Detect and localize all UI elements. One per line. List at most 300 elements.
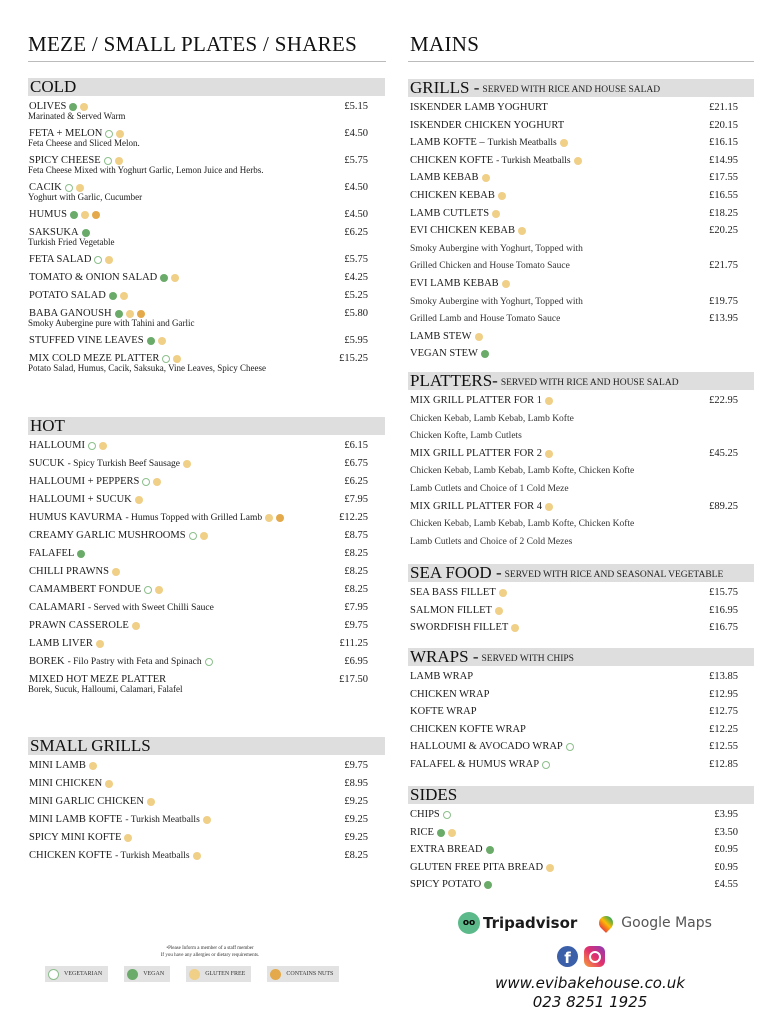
- menu-item: [408, 189, 754, 207]
- legend-label: GLUTEN FREE: [205, 971, 246, 977]
- item-name: SUCUK: [29, 458, 65, 469]
- item-description: Grilled Lamb and House Tomato Sauce: [410, 314, 561, 325]
- item-price: £20.15: [709, 119, 738, 131]
- allergy-note-line: If you have any allergies or dietary requirements.: [160, 953, 260, 958]
- menu-item: [28, 813, 385, 831]
- vegetarian-icon: [88, 442, 96, 450]
- gluten-free-icon: [116, 130, 124, 138]
- item-price: £13.95: [709, 313, 738, 325]
- vegan-icon: [481, 350, 489, 358]
- item-name: EVI CHICKEN KEBAB: [410, 225, 515, 237]
- item-description-line: [408, 259, 754, 277]
- item-price: £16.75: [709, 622, 738, 634]
- item-name: PRAWN CASSEROLE: [29, 620, 129, 631]
- gluten-free-icon: [132, 622, 140, 630]
- item-name: LAMB CUTLETS: [410, 207, 490, 219]
- menu-item: [28, 208, 385, 226]
- item-price: £18.25: [709, 207, 738, 219]
- menu-item-list: [408, 394, 754, 552]
- contains-nuts-icon: [137, 310, 145, 318]
- item-price: £12.55: [709, 741, 738, 753]
- item-description: Lamb Cutlets and Choice of 1 Cold Meze: [410, 483, 569, 494]
- gluten-free-icon: [89, 762, 97, 770]
- section-subtitle: SERVED WITH RICE AND HOUSE SALAD: [500, 378, 679, 388]
- menu-item: [28, 795, 385, 813]
- item-subtitle: - Turkish Meatballs: [496, 155, 571, 166]
- allergy-note-line: •Please Inform a member of a staff member: [166, 946, 254, 951]
- menu-item: [408, 688, 754, 706]
- menu-item: [408, 878, 754, 896]
- vegan-icon: [69, 103, 77, 111]
- item-name: FALAFEL: [29, 548, 75, 559]
- menu-item: [28, 547, 385, 565]
- menu-section-sides: [408, 786, 754, 896]
- item-description: Turkish Fried Vegetable: [28, 237, 115, 247]
- gluten-free-icon: [502, 280, 510, 288]
- item-price: £14.95: [709, 154, 738, 166]
- menu-item: [408, 843, 754, 861]
- item-price: £17.55: [709, 172, 738, 184]
- menu-item: [28, 226, 385, 253]
- item-price: £9.25: [344, 832, 368, 843]
- item-price: £19.75: [709, 295, 738, 307]
- menu-item-list: [408, 101, 754, 365]
- gluten-free-icon: [183, 460, 191, 468]
- item-name: MINI LAMB: [29, 760, 86, 771]
- item-price: £6.15: [344, 440, 368, 451]
- section-title: HOT: [30, 416, 65, 435]
- gluten-free-icon: [81, 211, 89, 219]
- gluten-free-icon: [265, 514, 273, 522]
- gluten-free-icon: [203, 816, 211, 824]
- item-description: Smoky Aubergine with Yoghurt, Topped with: [410, 296, 583, 307]
- menu-item: [28, 565, 385, 583]
- vegan-icon: [484, 881, 492, 889]
- item-description-line: [408, 535, 754, 553]
- gluten-free-icon: [173, 355, 181, 363]
- menu-section-sea-food: [408, 564, 754, 639]
- item-description: Smoky Aubergine with Yoghurt, Topped with: [410, 243, 583, 254]
- gluten-free-icon: [499, 589, 507, 597]
- item-name: RICE: [410, 826, 434, 838]
- item-price: £16.95: [709, 604, 738, 616]
- menu-item: [408, 101, 754, 119]
- item-name: SWORDFISH FILLET: [410, 622, 509, 634]
- section-subtitle: SERVED WITH RICE AND SEASONAL VEGETABLE: [504, 570, 724, 580]
- section-title: WRAPS -: [410, 647, 479, 666]
- facebook-icon[interactable]: f: [557, 946, 578, 967]
- vegan-icon: [77, 550, 85, 558]
- heading-rule: [408, 61, 754, 62]
- item-price: £6.25: [344, 476, 368, 487]
- vegetarian-icon: [162, 355, 170, 363]
- menu-item: [408, 670, 754, 688]
- item-price: £5.15: [344, 101, 368, 112]
- menu-section-platters: [408, 372, 754, 552]
- website-link[interactable]: www.evibakehouse.co.uk: [495, 974, 685, 992]
- contact-info: [440, 974, 740, 1012]
- item-name: SALMON FILLET: [410, 604, 492, 616]
- item-name: MINI GARLIC CHICKEN: [29, 796, 144, 807]
- menu-item: [408, 723, 754, 741]
- gluten-free-icon: [448, 829, 456, 837]
- item-name: SAKSUKA: [29, 227, 79, 238]
- section-header: [408, 372, 754, 390]
- item-description-line: [408, 482, 754, 500]
- item-name: MIX GRILL PLATTER FOR 1: [410, 395, 543, 406]
- item-name: CHILLI PRAWNS: [29, 566, 109, 577]
- menu-item: [28, 619, 385, 637]
- item-name: ISKENDER LAMB YOGHURT: [410, 102, 548, 113]
- item-price: £4.50: [344, 209, 368, 220]
- item-description-line: [408, 242, 754, 260]
- item-name: CREAMY GARLIC MUSHROOMS: [29, 530, 186, 541]
- item-price: £9.75: [344, 620, 368, 631]
- gluten-free-icon: [545, 397, 553, 405]
- item-name: MINI CHICKEN: [29, 778, 103, 789]
- item-name: STUFFED VINE LEAVES: [29, 335, 144, 346]
- item-name: EXTRA BREAD: [410, 844, 483, 856]
- item-name: MIXED HOT MEZE PLATTER: [29, 674, 167, 685]
- item-description: Chicken Kebab, Lamb Kebab, Lamb Kofte, Chicken Kofte: [410, 466, 635, 477]
- item-price: £8.75: [344, 530, 368, 541]
- menu-item: [28, 307, 385, 334]
- menu-item: [28, 601, 385, 619]
- item-price: £7.95: [344, 494, 368, 505]
- gluten-free-icon: [492, 210, 500, 218]
- menu-section-wraps: [408, 648, 754, 776]
- item-description: Chicken Kebab, Lamb Kebab, Lamb Kofte, Chicken Kofte: [410, 519, 635, 530]
- menu-item: [28, 127, 385, 154]
- item-name: SPICY POTATO: [410, 879, 482, 891]
- contains-nuts-icon: [92, 211, 100, 219]
- menu-section-cold: [28, 78, 385, 379]
- vegan-icon: [115, 310, 123, 318]
- item-price: £21.75: [709, 260, 738, 272]
- gluten-free-icon: [498, 192, 506, 200]
- item-name: LAMB WRAP: [410, 671, 474, 682]
- menu-item: [28, 100, 385, 127]
- legend-vegan: [124, 966, 170, 982]
- contains-nuts-icon: [276, 514, 284, 522]
- item-price: £15.75: [709, 587, 738, 598]
- menu-item: [28, 271, 385, 289]
- allergy-note: [140, 945, 280, 959]
- item-name: CHIPS: [410, 809, 440, 820]
- menu-item: [408, 136, 754, 154]
- menu-item: [408, 154, 754, 172]
- menu-item: [28, 673, 385, 700]
- item-name: HALLOUMI & AVOCADO WRAP: [410, 741, 563, 753]
- item-price: £0.95: [714, 861, 738, 873]
- gluten-free-icon: [200, 532, 208, 540]
- vegan-icon: [437, 829, 445, 837]
- item-subtitle: - Turkish Meatballs: [125, 815, 200, 825]
- map-pin-icon: [596, 913, 616, 933]
- menu-item: [28, 154, 385, 181]
- item-name: ISKENDER CHICKEN YOGHURT: [410, 119, 565, 131]
- item-subtitle: - Spicy Turkish Beef Sausage: [67, 459, 181, 469]
- item-name: SEA BASS FILLET: [410, 587, 496, 598]
- menu-item: [408, 447, 754, 465]
- section-header: [28, 737, 385, 755]
- heading-rule: [28, 61, 386, 62]
- gluten-free-icon: [518, 227, 526, 235]
- dietary-legend: [45, 966, 339, 982]
- vegetarian-icon: [205, 658, 213, 666]
- menu-item: [28, 637, 385, 655]
- menu-item: [28, 529, 385, 547]
- section-title: SIDES: [410, 785, 458, 804]
- legend-label: CONTAINS NUTS: [286, 971, 334, 977]
- gluten-free-icon: [495, 607, 503, 615]
- gluten-free-icon: [153, 478, 161, 486]
- item-description-line: [408, 295, 754, 313]
- item-price: £8.25: [344, 566, 368, 577]
- item-price: £4.50: [344, 182, 368, 193]
- gluten-free-icon: [574, 157, 582, 165]
- item-name: LAMB KEBAB: [410, 172, 479, 184]
- menu-item: [28, 777, 385, 795]
- legend-vegetarian: [45, 966, 108, 982]
- item-name: CAMAMBERT FONDUE: [29, 584, 142, 595]
- menu-item: [408, 621, 754, 639]
- gluten-free-icon: [560, 139, 568, 147]
- gluten-free-icon: [482, 174, 490, 182]
- gluten-free-icon: [80, 103, 88, 111]
- item-description: Chicken Kebab, Lamb Kebab, Lamb Kofte: [410, 413, 574, 424]
- gluten-free-icon: [112, 568, 120, 576]
- item-name: CHICKEN KOFTE: [29, 850, 113, 861]
- item-name: MINI LAMB KOFTE: [29, 814, 123, 825]
- section-title: PLATTERS-: [410, 371, 498, 390]
- item-subtitle: - Served with Sweet Chilli Sauce: [88, 603, 214, 613]
- menu-item: [408, 347, 754, 365]
- gluten-free-icon: [147, 798, 155, 806]
- menu-item-list: [408, 808, 754, 896]
- item-name: FETA SALAD: [29, 254, 92, 265]
- item-price: £45.25: [709, 447, 738, 459]
- gluten-free-icon: [124, 834, 132, 842]
- gluten-free-icon: [511, 624, 519, 632]
- item-price: £6.75: [344, 458, 368, 469]
- menu-item: [408, 758, 754, 776]
- menu-item: [408, 604, 754, 622]
- menu-item: [28, 655, 385, 673]
- item-price: £16.15: [709, 137, 738, 149]
- tripadvisor-owl-icon: oo: [458, 912, 480, 934]
- item-name: LAMB STEW: [410, 330, 472, 342]
- item-name: CHICKEN KOFTE WRAP: [410, 723, 526, 735]
- vegan-icon: [82, 229, 90, 237]
- item-name: POTATO SALAD: [29, 290, 106, 301]
- gluten-free-icon: [546, 864, 554, 872]
- menu-item: [28, 849, 385, 867]
- item-name: MIX GRILL PLATTER FOR 2: [410, 447, 543, 459]
- vegetarian-icon: [65, 184, 73, 192]
- item-name: BOREK: [29, 656, 65, 667]
- item-price: £6.95: [344, 656, 368, 667]
- meze-heading: MEZE / SMALL PLATES / SHARES: [28, 32, 358, 56]
- item-price: £3.50: [714, 826, 738, 838]
- section-header: [408, 786, 754, 804]
- menu-item-list: [408, 670, 754, 776]
- instagram-icon[interactable]: [584, 946, 605, 967]
- item-price: £12.85: [709, 758, 738, 770]
- section-header: [408, 648, 754, 666]
- item-name: HALLOUMI: [29, 440, 85, 451]
- vegetarian-icon: [105, 130, 113, 138]
- menu-section-small-grills: [28, 737, 385, 867]
- item-name: VEGAN STEW: [410, 348, 478, 360]
- item-price: £9.75: [344, 760, 368, 771]
- menu-item: [28, 759, 385, 777]
- mains-heading: MAINS: [410, 32, 480, 56]
- item-description-line: [408, 429, 754, 447]
- menu-item: [408, 808, 754, 826]
- item-price: £8.25: [344, 584, 368, 595]
- menu-item: [408, 705, 754, 723]
- gluten-free-icon: [120, 292, 128, 300]
- item-price: £4.55: [714, 879, 738, 891]
- item-price: £5.25: [344, 290, 368, 301]
- menu-item: [28, 457, 385, 475]
- tripadvisor-link[interactable]: [458, 912, 577, 934]
- menu-item: [28, 289, 385, 307]
- item-name: CHICKEN KEBAB: [410, 189, 495, 201]
- item-description-line: [408, 464, 754, 482]
- item-price: £3.95: [714, 809, 738, 820]
- section-title: SMALL GRILLS: [30, 736, 151, 755]
- item-description: Chicken Kofte, Lamb Cutlets: [410, 431, 522, 442]
- vegetarian-icon: [542, 761, 550, 769]
- item-description: Feta Cheese Mixed with Yoghurt Garlic, Lemon Juice and Herbs.: [28, 165, 264, 175]
- section-title: SEA FOOD -: [410, 563, 502, 582]
- item-name: FALAFEL & HUMUS WRAP: [410, 758, 540, 770]
- item-price: £12.95: [709, 688, 738, 700]
- item-price: £20.25: [709, 225, 738, 237]
- menu-item: [408, 277, 754, 295]
- item-subtitle: Turkish Meatballs: [487, 138, 557, 149]
- menu-item: [28, 181, 385, 208]
- item-name: SPICY MINI KOFTE: [29, 832, 122, 843]
- item-description: Smoky Aubergine pure with Tahini and Garlic: [28, 318, 195, 328]
- vegetarian-icon: [144, 586, 152, 594]
- item-price: £9.25: [344, 814, 368, 825]
- item-price: £15.25: [339, 353, 368, 364]
- menu-item: [408, 740, 754, 758]
- item-subtitle: - Filo Pastry with Feta and Spinach: [67, 657, 202, 667]
- item-name: MIX GRILL PLATTER FOR 4: [410, 500, 543, 512]
- item-price: £8.25: [344, 850, 368, 861]
- gluten-free-icon: [105, 256, 113, 264]
- item-price: £0.95: [714, 844, 738, 856]
- item-name: SPICY CHEESE: [29, 155, 101, 166]
- menu-item: [28, 352, 385, 379]
- menu-section-grills: [408, 79, 754, 365]
- vegetarian-icon: [142, 478, 150, 486]
- section-header: [408, 79, 754, 97]
- item-price: £4.50: [344, 128, 368, 139]
- item-description-line: [408, 312, 754, 330]
- item-name: HALLOUMI + SUCUK: [29, 494, 132, 505]
- phone-number: 023 8251 1925: [532, 993, 648, 1011]
- google-maps-link[interactable]: [599, 915, 712, 931]
- section-title: COLD: [30, 77, 77, 96]
- vegan-icon: [109, 292, 117, 300]
- menu-item: [408, 207, 754, 225]
- item-name: EVI LAMB KEBAB: [410, 277, 499, 289]
- item-price: £12.75: [709, 706, 738, 718]
- item-subtitle: - Humus Topped with Grilled Lamb: [125, 513, 263, 523]
- section-header: [408, 564, 754, 582]
- gluten-free-icon: [135, 496, 143, 504]
- menu-item: [408, 826, 754, 844]
- google-maps-label: Google Maps: [621, 915, 712, 931]
- item-price: £89.25: [709, 500, 738, 512]
- menu-item: [408, 500, 754, 518]
- vegetarian-icon: [566, 743, 574, 751]
- menu-item: [408, 224, 754, 242]
- item-price: £8.95: [344, 778, 368, 789]
- menu-item-list: [28, 759, 385, 867]
- menu-item: [28, 334, 385, 352]
- item-price: £5.95: [344, 335, 368, 346]
- vegetarian-icon: [48, 969, 59, 980]
- menu-item-list: [408, 586, 754, 639]
- menu-item: [28, 475, 385, 493]
- item-description: Yoghurt with Garlic, Cucumber: [28, 192, 143, 202]
- gluten-free-icon: [76, 184, 84, 192]
- item-name: TOMATO & ONION SALAD: [29, 272, 158, 283]
- gluten-free-icon: [126, 310, 134, 318]
- item-description-line: [408, 412, 754, 430]
- gluten-free-icon: [155, 586, 163, 594]
- vegetarian-icon: [94, 256, 102, 264]
- legend-contains-nuts: [267, 966, 339, 982]
- gluten-free-icon: [115, 157, 123, 165]
- item-description: Borek, Sucuk, Halloumi, Calamari, Falafel: [28, 684, 183, 694]
- section-header: [28, 417, 385, 435]
- item-name: LAMB LIVER: [29, 638, 93, 649]
- item-name: OLIVES: [29, 101, 67, 112]
- menu-item: [408, 394, 754, 412]
- menu-item: [408, 330, 754, 348]
- menu-item: [408, 861, 754, 879]
- tripadvisor-label: Tripadvisor: [483, 914, 578, 932]
- item-name: CHICKEN WRAP: [410, 688, 490, 700]
- item-price: £7.95: [344, 602, 368, 613]
- gluten-free-icon: [96, 640, 104, 648]
- contains-nuts-icon: [270, 969, 281, 980]
- item-name: MIX COLD MEZE PLATTER: [29, 353, 160, 364]
- gluten-free-icon: [171, 274, 179, 282]
- vegan-icon: [147, 337, 155, 345]
- item-price: £12.25: [709, 723, 738, 735]
- item-price: £6.25: [344, 227, 368, 238]
- gluten-free-icon: [193, 852, 201, 860]
- item-price: £5.75: [344, 254, 368, 265]
- vegetarian-icon: [443, 811, 451, 819]
- menu-item: [408, 119, 754, 137]
- menu-item: [28, 831, 385, 849]
- menu-item: [408, 171, 754, 189]
- gluten-free-icon: [189, 969, 200, 980]
- gluten-free-icon: [545, 503, 553, 511]
- section-header: [28, 78, 385, 96]
- menu-item-list: [28, 439, 385, 700]
- menu-item: [28, 511, 385, 529]
